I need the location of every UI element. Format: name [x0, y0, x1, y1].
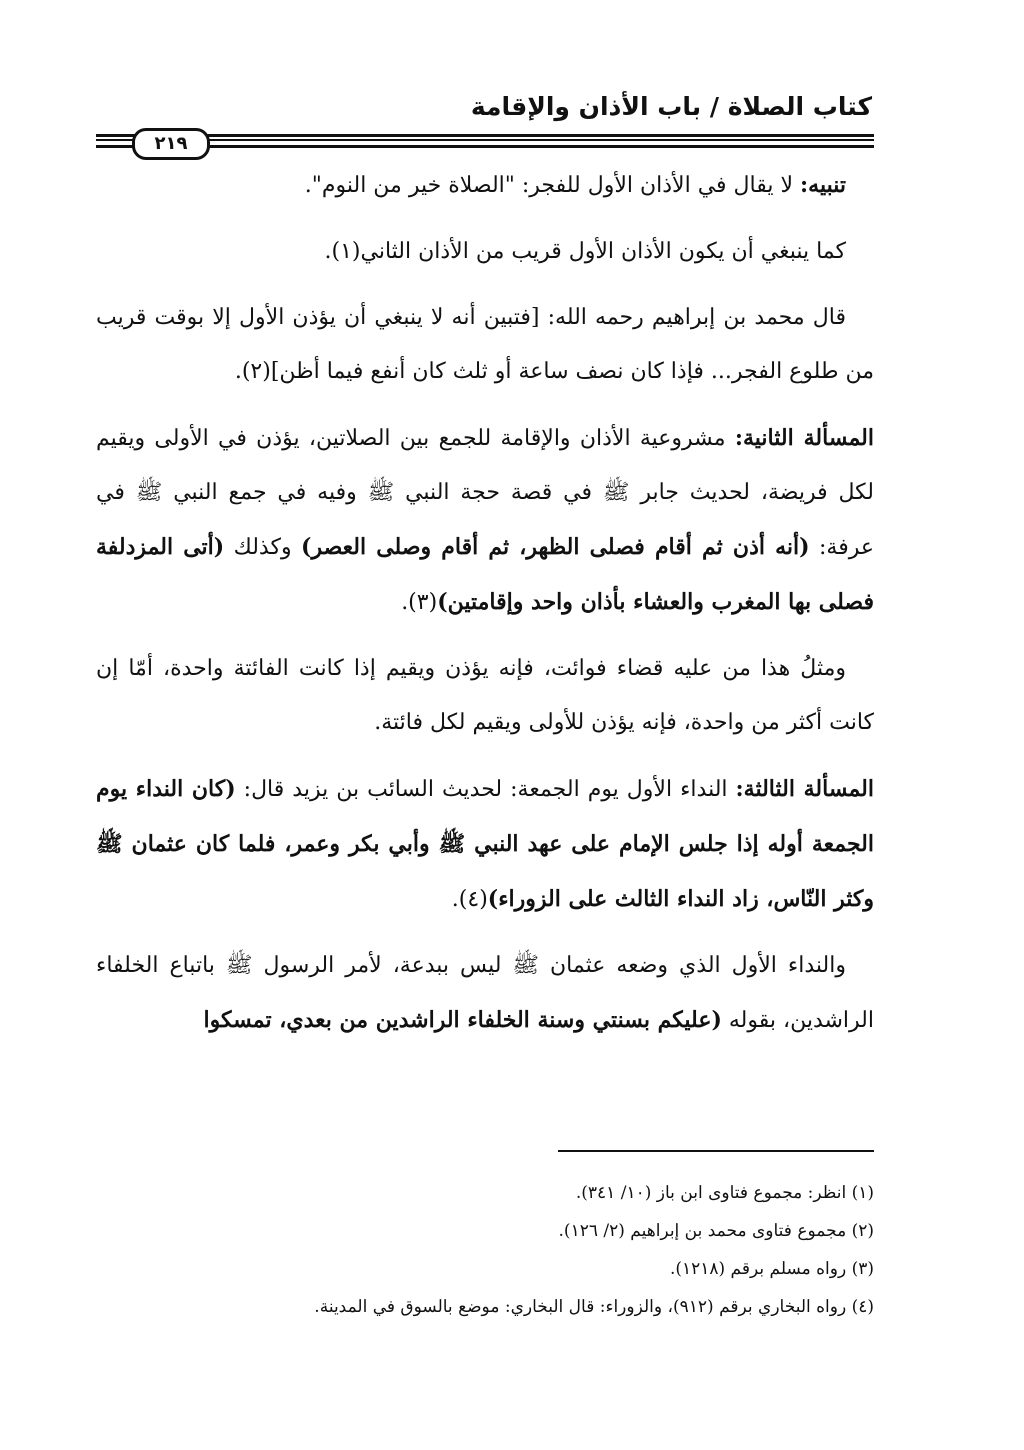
issue-three-quote: (كان النداء يوم الجمعة أوله إذا جلس الإمام على عهد النبي ﷺ وأبي بكر وعمر، فلما كان عثمان ﷺ وكثر النّاس، زاد النداء الثالث على الزوراء) [96, 776, 874, 912]
footnote-separator [558, 1150, 874, 1152]
footnote-2: (٢) مجموع فتاوى محمد بن إبراهيم (٢/ ١٢٦). [558, 1221, 874, 1241]
issue-two-lead: المسألة الثانية: [734, 425, 875, 451]
issue-three-lead: المسألة الثالثة: [735, 776, 874, 802]
footnote-1: (١) انظر: مجموع فتاوى ابن باز (١٠/ ٣٤١). [575, 1183, 874, 1203]
footnote-3: (٣) رواه مسلم برقم (١٢١٨). [669, 1259, 874, 1279]
running-header: كتاب الصلاة / باب الأذان والإقامة [470, 92, 872, 121]
paragraph-issue-three [96, 762, 874, 927]
uthman-quote: (عليكم بسنتي وسنة الخلفاء الراشدين من بعدي، تمسكوا [203, 1007, 722, 1033]
issue-two-text-1: مشروعية الأذان والإقامة للجمع بين الصلاتين، يؤذن في الأولى ويقيم لكل فريضة، لحديث جابر ﷺ في قصة حجة النبي ﷺ وفيه في جمع النبي ﷺ في عرفة: [96, 426, 874, 560]
paragraph-uthman-call [96, 939, 874, 1048]
issue-two-quote-1: (أنه أذن ثم أقام فصلى الظهر، ثم أقام وصلى العصر) [301, 534, 810, 560]
issue-two-text-3: (٣). [401, 590, 438, 615]
page-number: ٢١٩ [132, 128, 210, 160]
uthman-text: والنداء الأول الذي وضعه عثمان ﷺ ليس ببدعة، لأمر الرسول ﷺ باتباع الخلفاء الراشدين، بقوله [96, 953, 874, 1033]
paragraph-missed-prayers: ومثلُ هذا من عليه قضاء فوائت، فإنه يؤذن ويقيم إذا كانت الفائتة واحدة، أمّا إن كانت أكثر من واحدة، فإنه يؤذن للأولى ويقيم لكل فائتة. [96, 656, 874, 735]
paragraph-note [96, 158, 874, 213]
issue-three-text-2: (٤). [451, 887, 488, 912]
paragraph-second-adhan: كما ينبغي أن يكون الأذان الأول قريب من الأذان الثاني(١). [324, 239, 846, 264]
main-text [96, 158, 874, 1060]
issue-three-text-1: النداء الأول يوم الجمعة: لحديث السائب بن يزيد قال: [235, 777, 736, 802]
header-rule-lines [96, 134, 874, 148]
issue-two-text-2: وكذلك [224, 535, 302, 560]
note-lead: تنبيه: [800, 172, 846, 198]
note-text: لا يقال في الأذان الأول للفجر: "الصلاة خير من النوم". [304, 173, 801, 198]
footnotes [96, 1174, 874, 1326]
issue-two-quote-2: (أتى المزدلفة فصلى بها المغرب والعشاء بأذان واحد وإقامتين) [96, 534, 874, 615]
header-rule [96, 132, 874, 152]
footnote-4: (٤) رواه البخاري برقم (٩١٢)، والزوراء: قال البخاري: موضع بالسوق في المدينة. [314, 1297, 874, 1317]
paragraph-quote-ibrahim: قال محمد بن إبراهيم رحمه الله: [فتبين أنه لا ينبغي أن يؤذن الأول إلا بوقت قريب من طلوع الفجر... فإذا كان نصف ساعة أو ثلث كان أنفع فيما أظن](٢). [96, 305, 874, 384]
paragraph-issue-two [96, 411, 874, 630]
